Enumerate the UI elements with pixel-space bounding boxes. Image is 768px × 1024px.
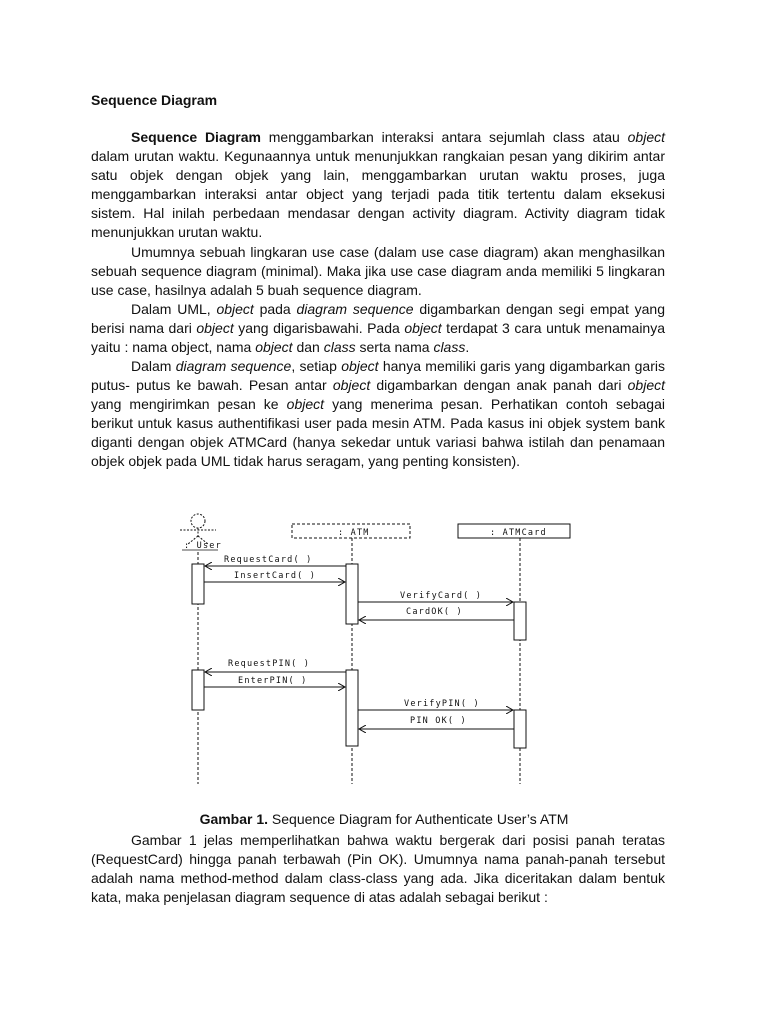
term-italic: object xyxy=(627,129,665,145)
text-run: digambarkan dengan anak panah dari xyxy=(370,377,628,393)
msg-requestpin: RequestPIN( ) xyxy=(228,659,311,669)
term-italic: object xyxy=(341,358,379,374)
figure-caption xyxy=(0,811,768,827)
user-actor-icon xyxy=(180,514,216,544)
term-italic: object xyxy=(332,377,371,393)
text-run: menggambarkan interaksi antara sejumlah class atau xyxy=(260,129,628,145)
paragraph-3 xyxy=(91,300,665,357)
term-italic: class xyxy=(323,339,356,355)
atm-activation-1 xyxy=(346,564,358,624)
term-bold: Sequence Diagram xyxy=(131,129,261,145)
msg-enterpin: EnterPIN( ) xyxy=(238,676,308,686)
text-run: hanya memiliki garis yang digambarkan garis putus- putus ke bawah. Pesan antar xyxy=(91,358,665,393)
user-activation-2 xyxy=(192,670,204,710)
text-run: pada xyxy=(253,301,297,317)
sequence-diagram-figure xyxy=(160,494,600,794)
caption-text: Sequence Diagram for Authenticate User’s ATM xyxy=(268,811,569,827)
text-run: yang digarisbawahi. Pada xyxy=(233,320,405,336)
term-italic: object xyxy=(196,320,234,336)
caption-label: Gambar 1. xyxy=(199,811,269,827)
term-italic: object xyxy=(255,339,293,355)
atm-object-label: : ATM xyxy=(338,528,370,538)
atmcard-activation-2 xyxy=(514,710,526,748)
text-run: , setiap xyxy=(291,358,342,374)
msg-insertcard: InsertCard( ) xyxy=(234,571,317,581)
term-italic: object xyxy=(286,396,325,412)
user-activation-1 xyxy=(192,564,204,604)
sequence-diagram xyxy=(160,494,600,794)
text-run: digambarkan dengan segi empat yang berisi nama dari xyxy=(91,301,665,336)
text-run: Dalam UML, xyxy=(131,301,217,317)
paragraph-2: Umumnya sebuah lingkaran use case (dalam use case diagram) akan menghasilkan sebuah sequence diagram (minimal). Maka jika use case diagram anda memiliki 5 lingkaran use case, hasilnya adalah 5 buah sequence diagram. xyxy=(91,244,665,298)
paragraph-5: Gambar 1 jelas memperlihatkan bahwa waktu bergerak dari posisi panah teratas (RequestCard) hingga panah terbawah (Pin OK). Umumnya nama panah-panah tersebut adalah nama method-method dalam class-class yang ada. Jika diceritakan dalam bentuk kata, maka penjelasan diagram sequence di atas adalah sebagai berikut : xyxy=(91,832,665,905)
text-run: yang mengirimkan pesan ke xyxy=(91,396,287,412)
atmcard-object-label: : ATMCard xyxy=(490,528,547,538)
msg-pinok: PIN OK( ) xyxy=(410,716,467,726)
atm-activation-2 xyxy=(346,670,358,746)
term-italic: object xyxy=(404,320,442,336)
msg-verifypin: VerifyPIN( ) xyxy=(404,699,480,709)
term-italic: object xyxy=(216,301,254,317)
paragraph-1 xyxy=(91,128,665,242)
msg-verifycard: VerifyCard( ) xyxy=(400,591,483,601)
term-italic: diagram sequence xyxy=(175,358,292,374)
text-run: terdapat 3 cara untuk menamainya yaitu : nama object, nama xyxy=(91,320,666,355)
section-heading: Sequence Diagram xyxy=(91,92,218,108)
text-run: dan xyxy=(292,339,324,355)
paragraph-4 xyxy=(91,357,665,471)
term-italic: object xyxy=(627,377,665,393)
term-italic: diagram sequence xyxy=(296,301,414,317)
term-italic: class xyxy=(433,339,466,355)
actor-label: : User xyxy=(184,541,222,551)
text-run: Dalam xyxy=(131,358,176,374)
msg-requestcard: RequestCard( ) xyxy=(224,555,313,565)
text-run: dalam urutan waktu. Kegunaannya untuk menunjukkan rangkaian pesan yang dikirim antar satu objek dengan objek yang lain, menggambarkan urutan waktu proses, juga menggambarkan interaksi antar object yang terjadi pada titik tertentu dalam eksekusi sistem. Hal inilah perbedaan mendasar dengan activity diagram. Activity diagram tidak menunjukkan urutan waktu. xyxy=(91,148,665,240)
msg-cardok: CardOK( ) xyxy=(406,607,463,617)
text-run: yang menerima pesan. Perhatikan contoh sebagai berikut untuk kasus authentifikasi user pada mesin ATM. Pada kasus ini objek system bank diganti dengan objek ATMCard (hanya sekedar untuk variasi bahwa istilah dan penamaan objek objek pada UML tidak harus seragam, yang penting konsisten). xyxy=(91,396,665,469)
text-run: serta nama xyxy=(355,339,434,355)
atmcard-activation-1 xyxy=(514,602,526,640)
text-run: . xyxy=(465,339,470,355)
